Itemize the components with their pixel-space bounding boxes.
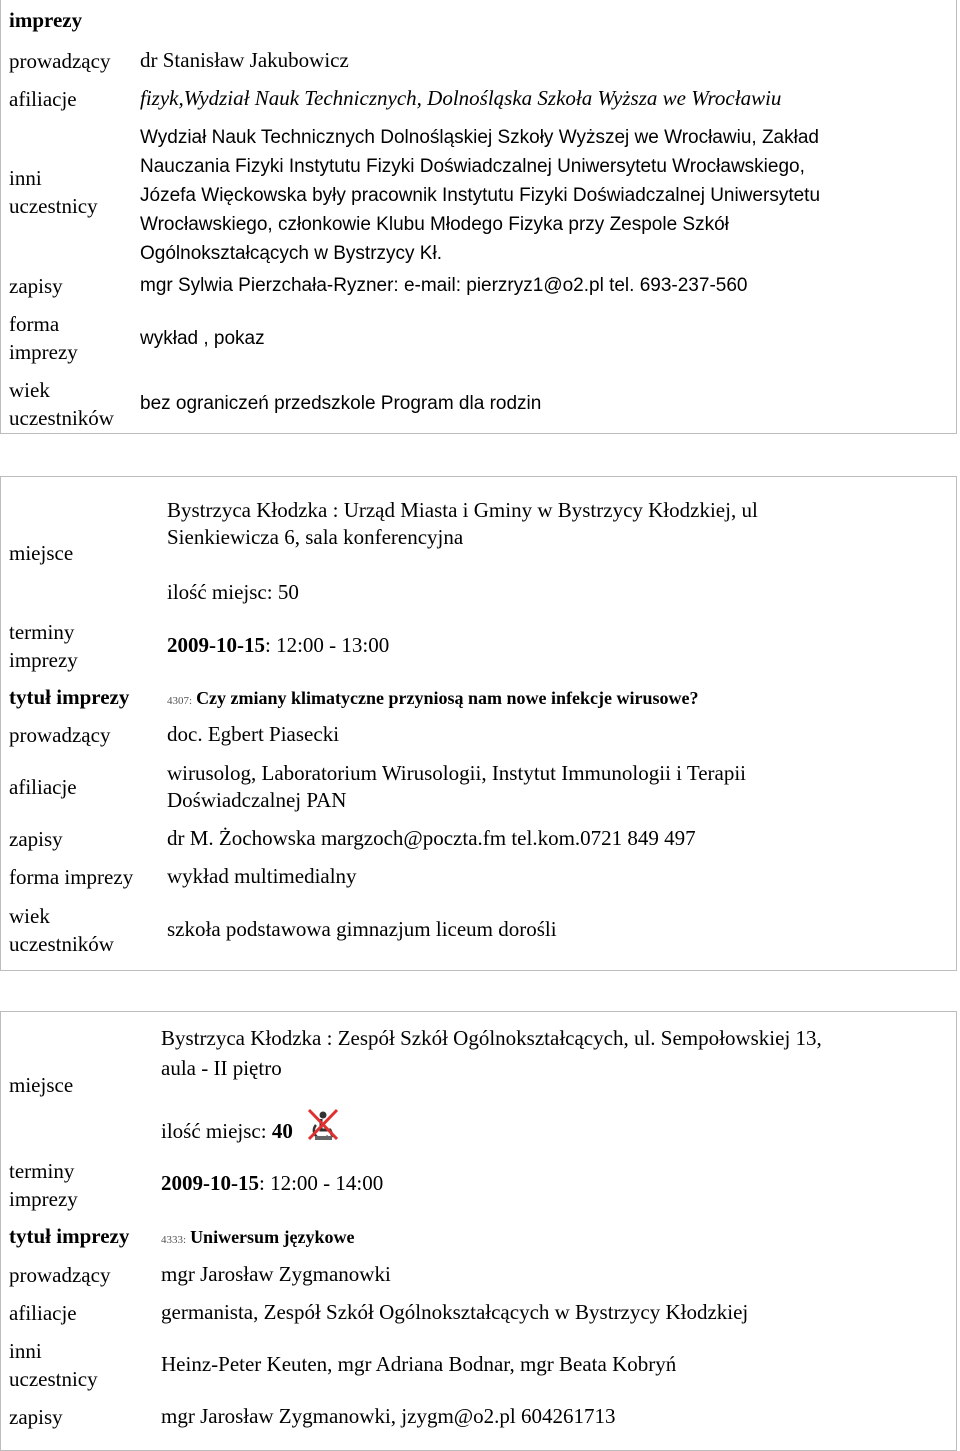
label-others xyxy=(9,1337,98,1393)
label-leader: prowadzący xyxy=(9,49,111,73)
label-others-line-2: uczestnicy xyxy=(9,1367,98,1391)
label-others-line-1: inni xyxy=(9,1339,42,1363)
label-place: miejsce xyxy=(9,541,74,565)
leader-name: doc. Egbert Piasecki xyxy=(167,722,340,746)
label-signup: zapisy xyxy=(9,827,63,851)
label-dates xyxy=(9,1157,78,1213)
label-age-line-2: uczestników xyxy=(9,932,114,956)
label-title: tytuł imprezy xyxy=(9,1224,130,1248)
signup-contact[interactable]: mgr Sylwia Pierzchała-Ryzner: e-mail: pierzryz1@o2.pl tel. 693-237-560 xyxy=(140,275,748,296)
seats-count: 40 xyxy=(271,1119,293,1143)
other-participants xyxy=(140,123,820,268)
label-dates-line-1: terminy xyxy=(9,1159,75,1183)
signup-contact[interactable]: mgr Jarosław Zygmanowki, jzygm@o2.pl 604261713 xyxy=(161,1404,616,1428)
event-title-text: Uniwersum językowe xyxy=(190,1227,355,1247)
signup-contact[interactable]: dr M. Żochowska margzoch@poczta.fm tel.kom.0721 849 497 xyxy=(167,826,696,850)
other-participants: Heinz-Peter Keuten, mgr Adriana Bodnar, mgr Beata Kobryń xyxy=(161,1352,677,1376)
affiliation-line: Doświadczalnej PAN xyxy=(167,788,347,812)
leader-name: dr Stanisław Jakubowicz xyxy=(140,48,349,72)
other-participants-line: Józefa Więckowska były pracownik Instytutu Fizyki Doświadczalnej Uniwersytetu xyxy=(140,185,821,206)
label-age-line-2: uczestników xyxy=(9,406,114,430)
label-dates-line-2: imprezy xyxy=(9,648,78,672)
affiliation-line: wirusolog, Laboratorium Wirusologii, Instytut Immunologii i Terapii xyxy=(167,761,747,785)
label-dates-line-2: imprezy xyxy=(9,1187,78,1211)
other-participants-line: Nauczania Fizyki Instytutu Fizyki Doświadczalnej Uniwersytetu Wrocławskiego, xyxy=(140,156,805,177)
event-date xyxy=(161,1170,383,1197)
seats-label: ilość miejsc: xyxy=(167,580,278,604)
participant-age: szkoła podstawowa gimnazjum liceum dorośli xyxy=(167,917,557,941)
event-title[interactable] xyxy=(167,684,699,715)
label-place: miejsce xyxy=(9,1073,74,1097)
label-age xyxy=(9,902,114,958)
seats-count: 50 xyxy=(277,580,299,604)
label-title: tytuł imprezy xyxy=(9,685,130,709)
label-leader: prowadzący xyxy=(9,723,111,747)
label-dates-line-1: terminy xyxy=(9,620,75,644)
label-age-line-1: wiek xyxy=(9,904,50,928)
seats-label: ilość miejsc: xyxy=(161,1119,272,1143)
label-form-line-1: forma xyxy=(9,312,60,336)
date-value: 2009-10-15 xyxy=(161,1171,259,1195)
date-value: 2009-10-15 xyxy=(167,633,265,657)
event-card-3 xyxy=(0,1011,957,1451)
seats-info xyxy=(161,1106,342,1157)
event-form: wykład , pokaz xyxy=(140,328,265,349)
time-value: : 12:00 - 14:00 xyxy=(259,1171,384,1195)
event-card-2 xyxy=(0,476,957,971)
label-signup: zapisy xyxy=(9,274,63,298)
event-id: 4307: xyxy=(167,695,193,707)
place-text xyxy=(167,497,758,551)
place-line: Sienkiewicza 6, sala konferencyjna xyxy=(167,525,464,549)
place-text xyxy=(161,1023,822,1083)
affiliation-text xyxy=(167,760,746,814)
participant-age: bez ograniczeń przedszkole Program dla rodzin xyxy=(140,393,542,414)
place-line: Bystrzyca Kłodzka : Urząd Miasta i Gminy w Bystrzycy Kłodzkiej, ul xyxy=(167,498,758,522)
time-value: : 12:00 - 13:00 xyxy=(265,633,390,657)
label-form-line-2: imprezy xyxy=(9,340,78,364)
label-affiliation: afiliacje xyxy=(9,775,77,799)
label-leader: prowadzący xyxy=(9,1263,111,1287)
other-participants-line: Wrocławskiego, członkowie Klubu Młodego Fizyka przy Zespole Szkół xyxy=(140,214,729,235)
event-id: 4333: xyxy=(161,1234,187,1246)
other-participants-line: Wydział Nauk Technicznych Dolnośląskiej Szkoły Wyższej we Wrocławiu, Zakład xyxy=(140,127,819,148)
label-form xyxy=(9,310,78,366)
label-signup: zapisy xyxy=(9,1405,63,1429)
place-line: Bystrzyca Kłodzka : Zespół Szkół Ogólnokształcących, ul. Sempołowskiej 13, xyxy=(161,1026,822,1050)
other-participants-line: Ogólnokształcących w Bystrzycy Kł. xyxy=(140,243,442,264)
leader-name: mgr Jarosław Zygmanowki xyxy=(161,1262,391,1286)
event-title-text: Czy zmiany klimatyczne przyniosą nam nowe infekcje wirusowe? xyxy=(196,688,699,708)
event-date xyxy=(167,632,389,659)
event-card-1 xyxy=(0,0,957,434)
label-age-line-1: wiek xyxy=(9,378,50,402)
label-others-line-2: uczestnicy xyxy=(9,194,98,218)
affiliation-text: fizyk,Wydział Nauk Technicznych, Dolnośląska Szkoła Wyższa we Wrocławiu xyxy=(140,86,782,110)
event-title[interactable] xyxy=(161,1223,355,1254)
event-form: wykład multimedialny xyxy=(167,864,357,888)
label-dates xyxy=(9,618,78,674)
label-age xyxy=(9,376,114,432)
label-others xyxy=(9,164,98,220)
place-line: aula - II piętro xyxy=(161,1056,282,1080)
label-others-line-1: inni xyxy=(9,166,42,190)
label-affiliation: afiliacje xyxy=(9,1301,77,1325)
label-imprezy-partial: imprezy xyxy=(9,8,83,32)
label-form: forma imprezy xyxy=(9,865,134,889)
no-wheelchair-access-icon xyxy=(304,1106,342,1157)
seats-info xyxy=(167,579,299,606)
label-affiliation: afiliacje xyxy=(9,87,77,111)
affiliation-text: germanista, Zespół Szkół Ogólnokształcących w Bystrzycy Kłodzkiej xyxy=(161,1300,749,1324)
